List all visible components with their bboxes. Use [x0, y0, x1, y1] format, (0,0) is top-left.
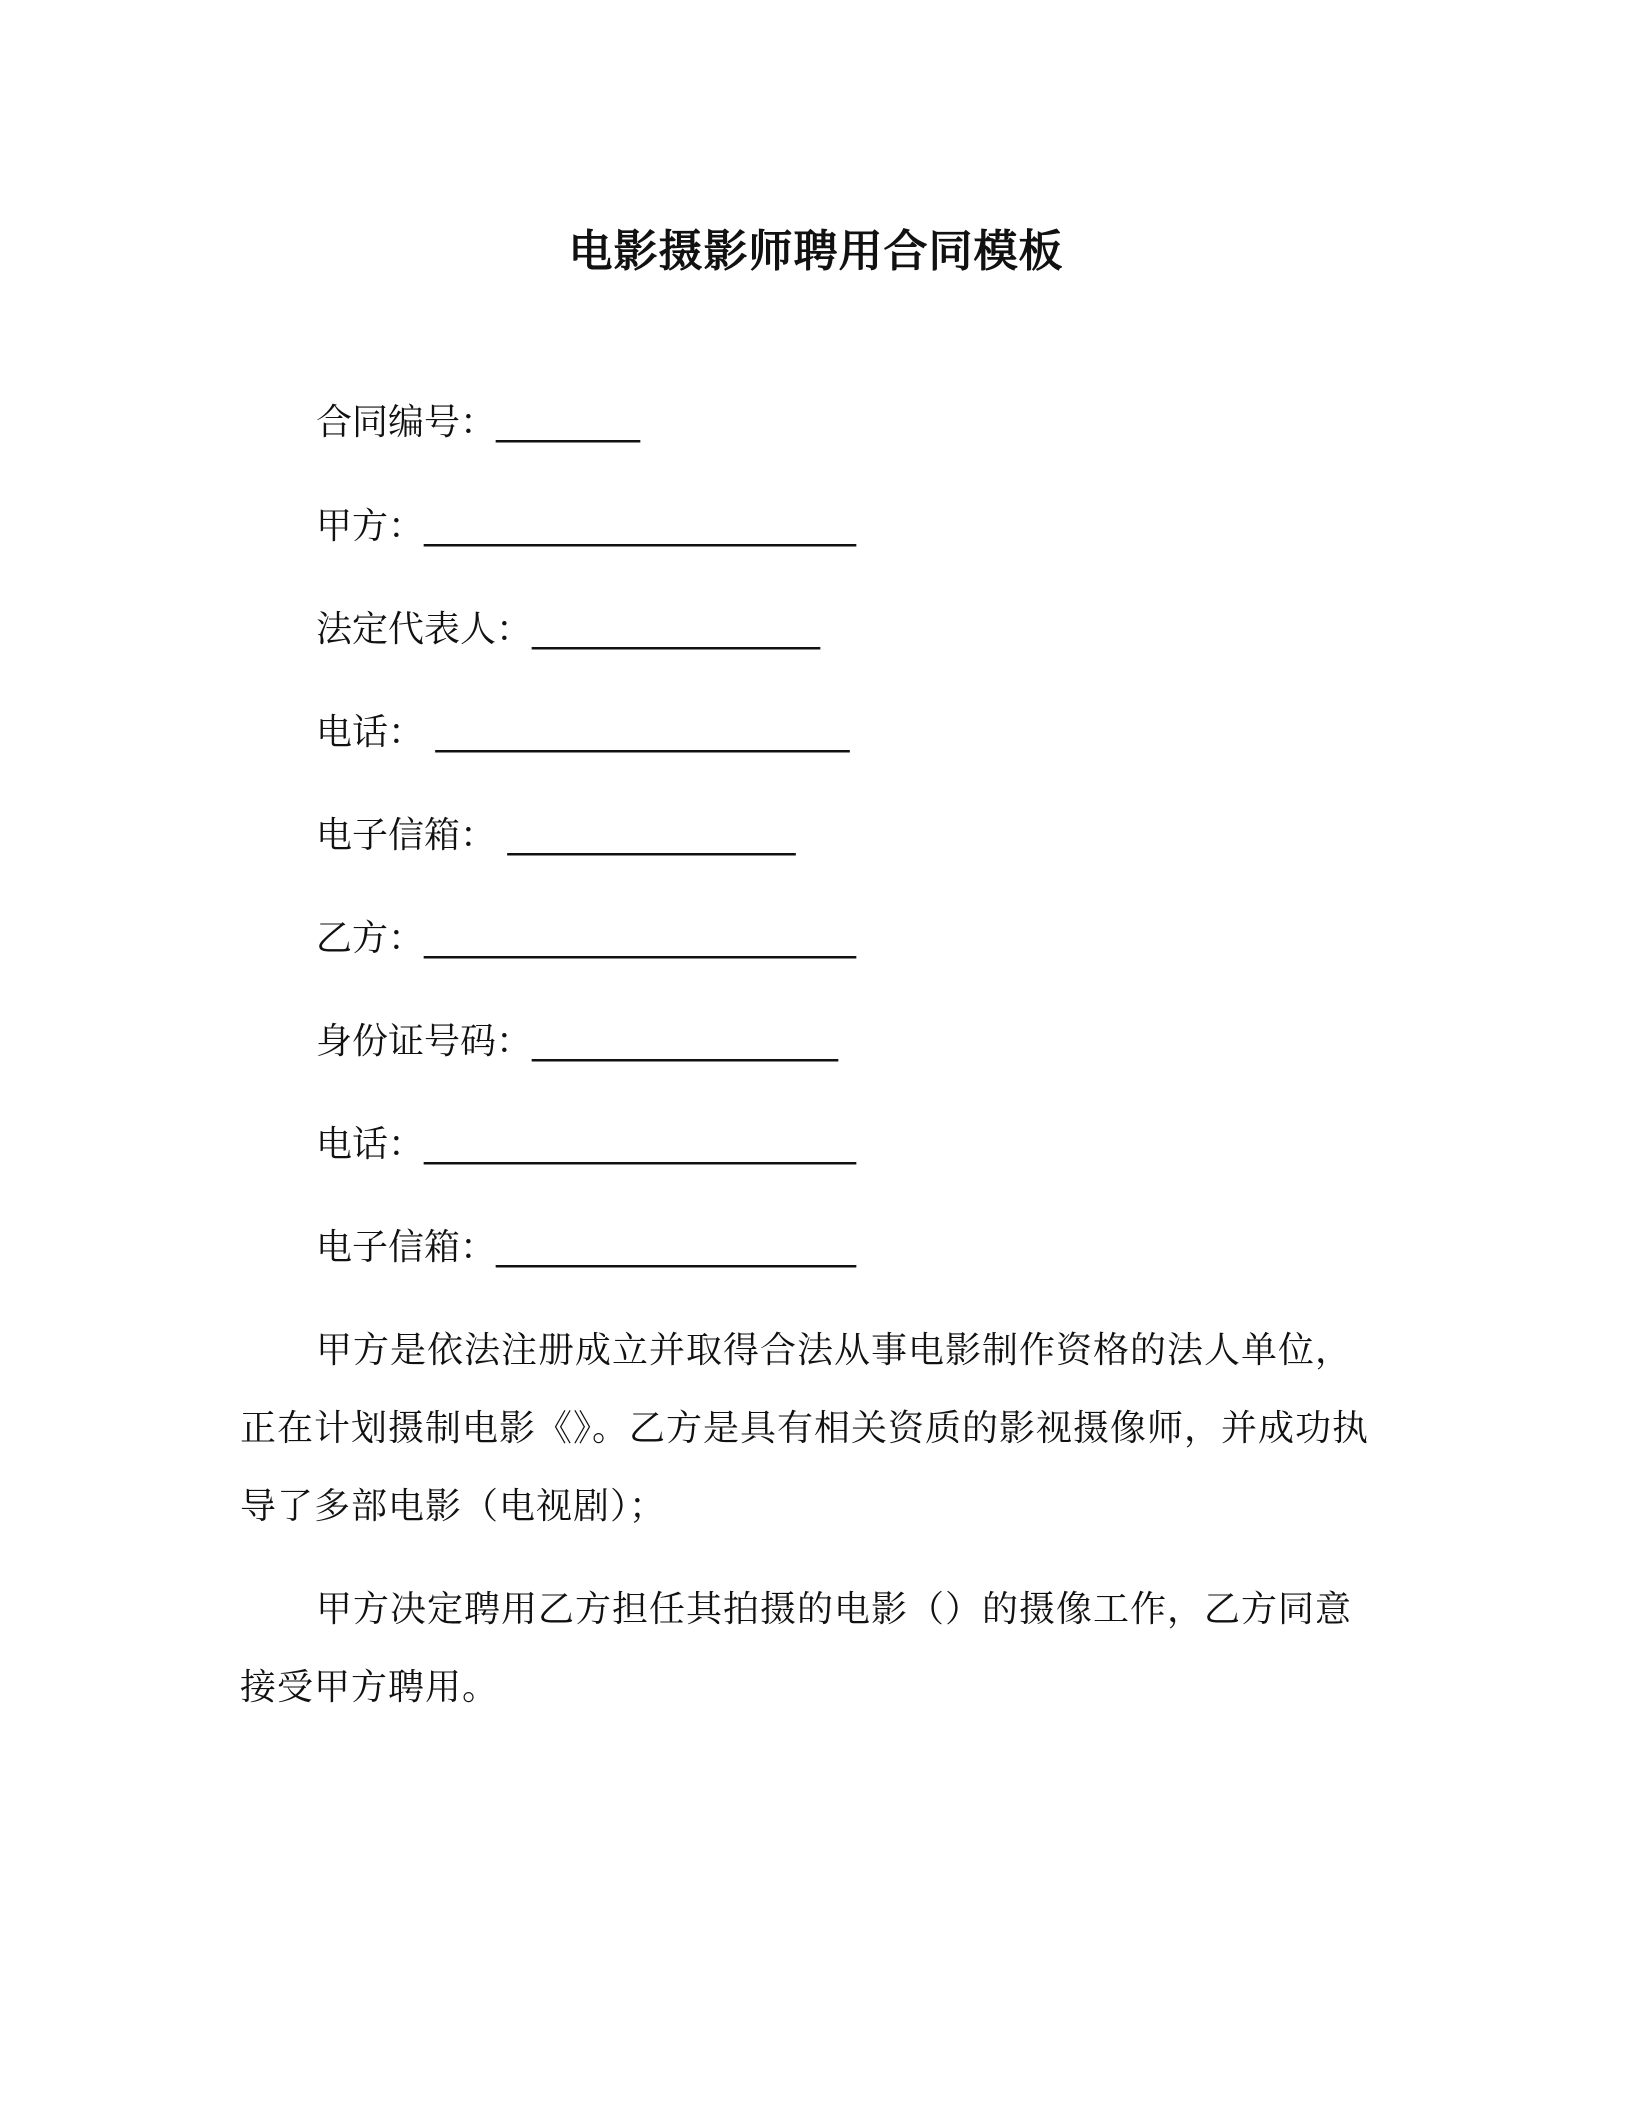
legal-representative-field: 法定代表人：________________ [316, 609, 821, 650]
contract-number-field: 合同编号：________ [316, 402, 641, 443]
paragraph-background: 甲方是依法注册成立并取得合法从事电影制作资格的法人单位，正在计划摄制电影《》。乙方是具有相关资质的影视摄像师，并成功执导了多部电影（电视剧）； [240, 1330, 1370, 1527]
party-a-phone-field: 电话： _______________________ [316, 712, 850, 753]
paragraph-engagement: 甲方决定聘用乙方担任其拍摄的电影（）的摄像工作，乙方同意接受甲方聘用。 [240, 1589, 1353, 1708]
id-number-field: 身份证号码：_________________ [316, 1021, 839, 1062]
party-a-field: 甲方：________________________ [316, 506, 857, 547]
party-a-email-field: 电子信箱： ________________ [316, 815, 796, 856]
party-b-field: 乙方：________________________ [316, 918, 857, 959]
party-b-email-field: 电子信箱：____________________ [316, 1227, 857, 1268]
document-title: 电影摄影师聘用合同模板 [568, 226, 1064, 277]
party-b-phone-field: 电话：________________________ [316, 1124, 857, 1165]
